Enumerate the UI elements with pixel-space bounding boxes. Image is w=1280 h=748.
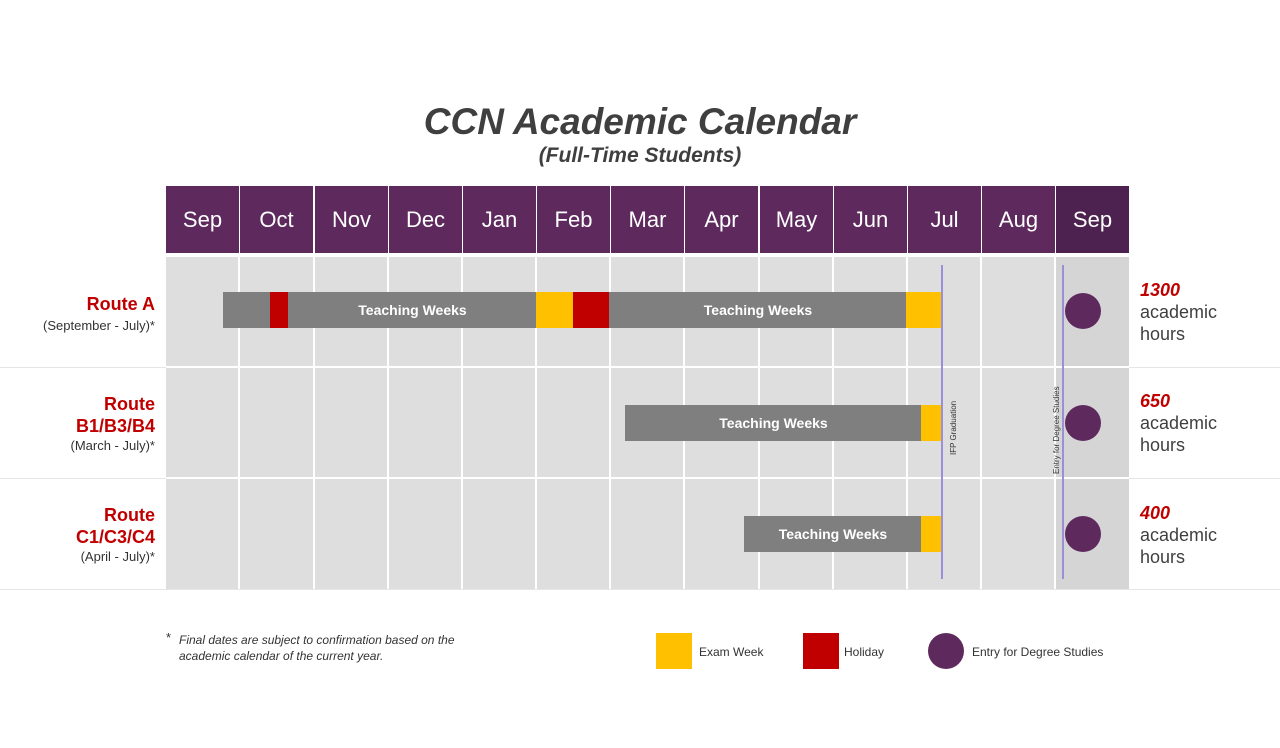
legend-entry-swatch bbox=[928, 633, 964, 669]
route-b-teaching-label: Teaching Weeks bbox=[719, 415, 828, 431]
route-a-holiday-block bbox=[573, 292, 610, 328]
month-header-nov: Nov bbox=[315, 186, 388, 253]
route-b-name-line1: Route bbox=[104, 394, 155, 414]
route-c-teaching-label: Teaching Weeks bbox=[778, 526, 888, 542]
month-header-may: May bbox=[760, 186, 833, 253]
ifp-graduation-label: IFP Graduation bbox=[949, 400, 958, 455]
page-title: CCN Academic Calendar bbox=[423, 101, 857, 142]
legend-entry-label: Entry for Degree Studies bbox=[972, 645, 1104, 659]
row-divider bbox=[0, 589, 1280, 590]
route-b-exam-block bbox=[921, 405, 942, 441]
month-header-apr: Apr bbox=[685, 186, 758, 253]
legend-exam-label: Exam Week bbox=[699, 645, 764, 659]
route-a-range: (September - July)* bbox=[43, 318, 155, 333]
month-header-feb: Feb bbox=[537, 186, 610, 253]
month-header-jun: Jun bbox=[834, 186, 907, 253]
grid-line bbox=[166, 477, 1129, 479]
route-a-holiday-block bbox=[270, 292, 288, 328]
route-b-hours-text: academic hours bbox=[1140, 413, 1218, 455]
route-b-entry-dot bbox=[1065, 405, 1101, 441]
month-header-dec: Dec bbox=[389, 186, 462, 253]
route-c-range: (April - July)* bbox=[80, 549, 155, 564]
footnote-star: * bbox=[166, 630, 172, 645]
month-header-sep: Sep bbox=[166, 186, 239, 253]
route-a-entry-dot bbox=[1065, 293, 1101, 329]
grid-line bbox=[166, 366, 1129, 368]
month-header-aug: Aug bbox=[982, 186, 1055, 253]
route-a-exam-block bbox=[536, 292, 573, 328]
route-c-exam-block bbox=[921, 516, 942, 552]
route-a-teaching-bar bbox=[223, 292, 271, 328]
route-a-hours-text: academic hours bbox=[1140, 302, 1218, 344]
footnote-text: Final dates are subject to confirmation based on the academic calendar of the current year. bbox=[179, 633, 455, 663]
route-c-hours: 400 bbox=[1140, 503, 1171, 523]
legend-holiday-swatch bbox=[803, 633, 839, 669]
route-a-teaching-label: Teaching Weeks bbox=[358, 302, 467, 318]
month-header-mar: Mar bbox=[611, 186, 684, 253]
degree-entry-line bbox=[1062, 265, 1064, 579]
grid-line bbox=[980, 257, 982, 589]
legend-exam-swatch bbox=[656, 633, 692, 669]
route-b-range: (March - July)* bbox=[70, 438, 155, 453]
route-c-entry-dot bbox=[1065, 516, 1101, 552]
route-a-exam-block bbox=[906, 292, 942, 328]
month-header-jan: Jan bbox=[463, 186, 536, 253]
route-a-hours: 1300 bbox=[1140, 280, 1181, 300]
legend-holiday-label: Holiday bbox=[844, 645, 885, 659]
route-b-name-line2: B1/B3/B4 bbox=[75, 416, 155, 436]
degree-entry-label: Entry for Degree Studies bbox=[1052, 386, 1061, 474]
month-header-oct: Oct bbox=[240, 186, 313, 253]
route-b-hours: 650 bbox=[1140, 391, 1171, 411]
route-a-teaching-label: Teaching Weeks bbox=[703, 302, 813, 318]
route-c-name-line1: Route bbox=[104, 505, 155, 525]
month-header-jul: Jul bbox=[908, 186, 981, 253]
page-subtitle: (Full-Time Students) bbox=[538, 144, 742, 167]
route-c-name-line2: C1/C3/C4 bbox=[75, 527, 155, 547]
route-c-hours-text: academic hours bbox=[1140, 525, 1218, 567]
route-a-name: Route A bbox=[86, 294, 155, 314]
month-header-sep-next: Sep bbox=[1056, 186, 1129, 253]
ifp-graduation-line bbox=[941, 265, 943, 579]
